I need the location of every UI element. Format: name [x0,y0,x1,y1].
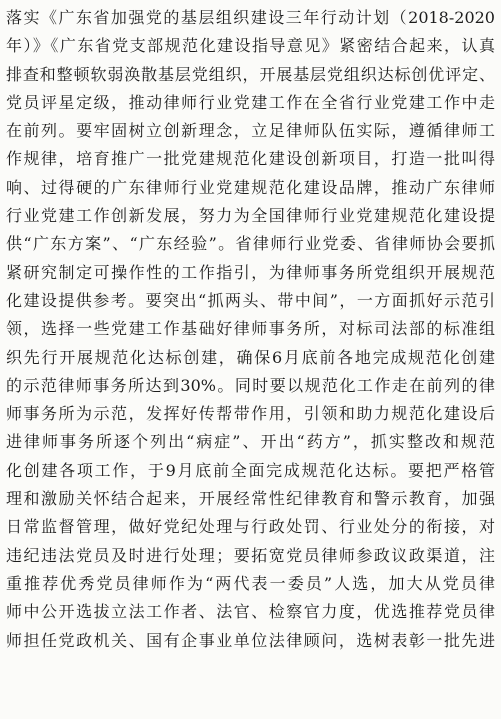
text-line: 在前列。要牢固树立创新理念，立足律师队伍实际，遵循律师工 [6,121,495,141]
text-line: 行业党建工作创新发展，努力为全国律师行业党建规范化建设提 [6,206,495,226]
text-line: 化建设提供参考。要突出“抓两头、带中间”，一方面抓好示范引 [6,290,495,310]
body-text [6,4,495,655]
text-line: 党员评星定级，推动律师行业党建工作在全省行业党建工作中走 [6,92,495,112]
text-line: 供“广东方案”、“广东经验”。省律师行业党委、省律师协会要抓 [6,234,495,254]
text-line: 日常监督管理，做好党纪处理与行政处罚、行业处分的衔接，对 [6,517,495,537]
text-line: 师中公开选拔立法工作者、法官、检察官力度，优选推荐党员律 [6,602,495,622]
text-line: 违纪违法党员及时进行处理；要拓宽党员律师参政议政渠道，注 [6,545,495,565]
text-line: 作规律，培育推广一批党建规范化建设创新项目，打造一批叫得 [6,149,495,169]
text-line: 落实《广东省加强党的基层组织建设三年行动计划（2018-2020 [6,8,495,27]
text-line: 理和激励关怀结合起来，开展经常性纪律教育和警示教育，加强 [6,489,495,509]
text-line: 响、过得硬的广东律师行业党建规范化建设品牌，推动广东律师 [6,177,495,197]
text-line: 紧研究制定可操作性的工作指引，为律师事务所党组织开展规范 [6,262,495,282]
text-line: 师事务所为示范，发挥好传帮带作用，引领和助力规范化建设后 [6,404,495,424]
text-line: 重推荐优秀党员律师作为“两代表一委员”人选，加大从党员律 [6,573,495,593]
text-line: 的示范律师事务所达到30%。同时要以规范化工作走在前列的律 [6,375,495,395]
text-line: 织先行开展规范化达标创建，确保6月底前各地完成规范化创建 [6,347,495,367]
text-line: 师担任党政机关、国有企事业单位法律顾问，选树表彰一批先进 [6,630,495,650]
text-line: 排查和整顿软弱涣散基层党组织，开展基层党组织达标创优评定、 [6,64,495,84]
text-line: 年）》《广东省党支部规范化建设指导意见》紧密结合起来，认真 [6,36,495,56]
text-line: 进律师事务所逐个列出“病症”、开出“药方”，抓实整改和规范 [6,432,495,452]
text-line: 化创建各项工作，于9月底前全面完成规范化达标。要把严格管 [6,460,495,480]
text-line: 领，选择一些党建工作基础好律师事务所，对标司法部的标准组 [6,319,495,339]
